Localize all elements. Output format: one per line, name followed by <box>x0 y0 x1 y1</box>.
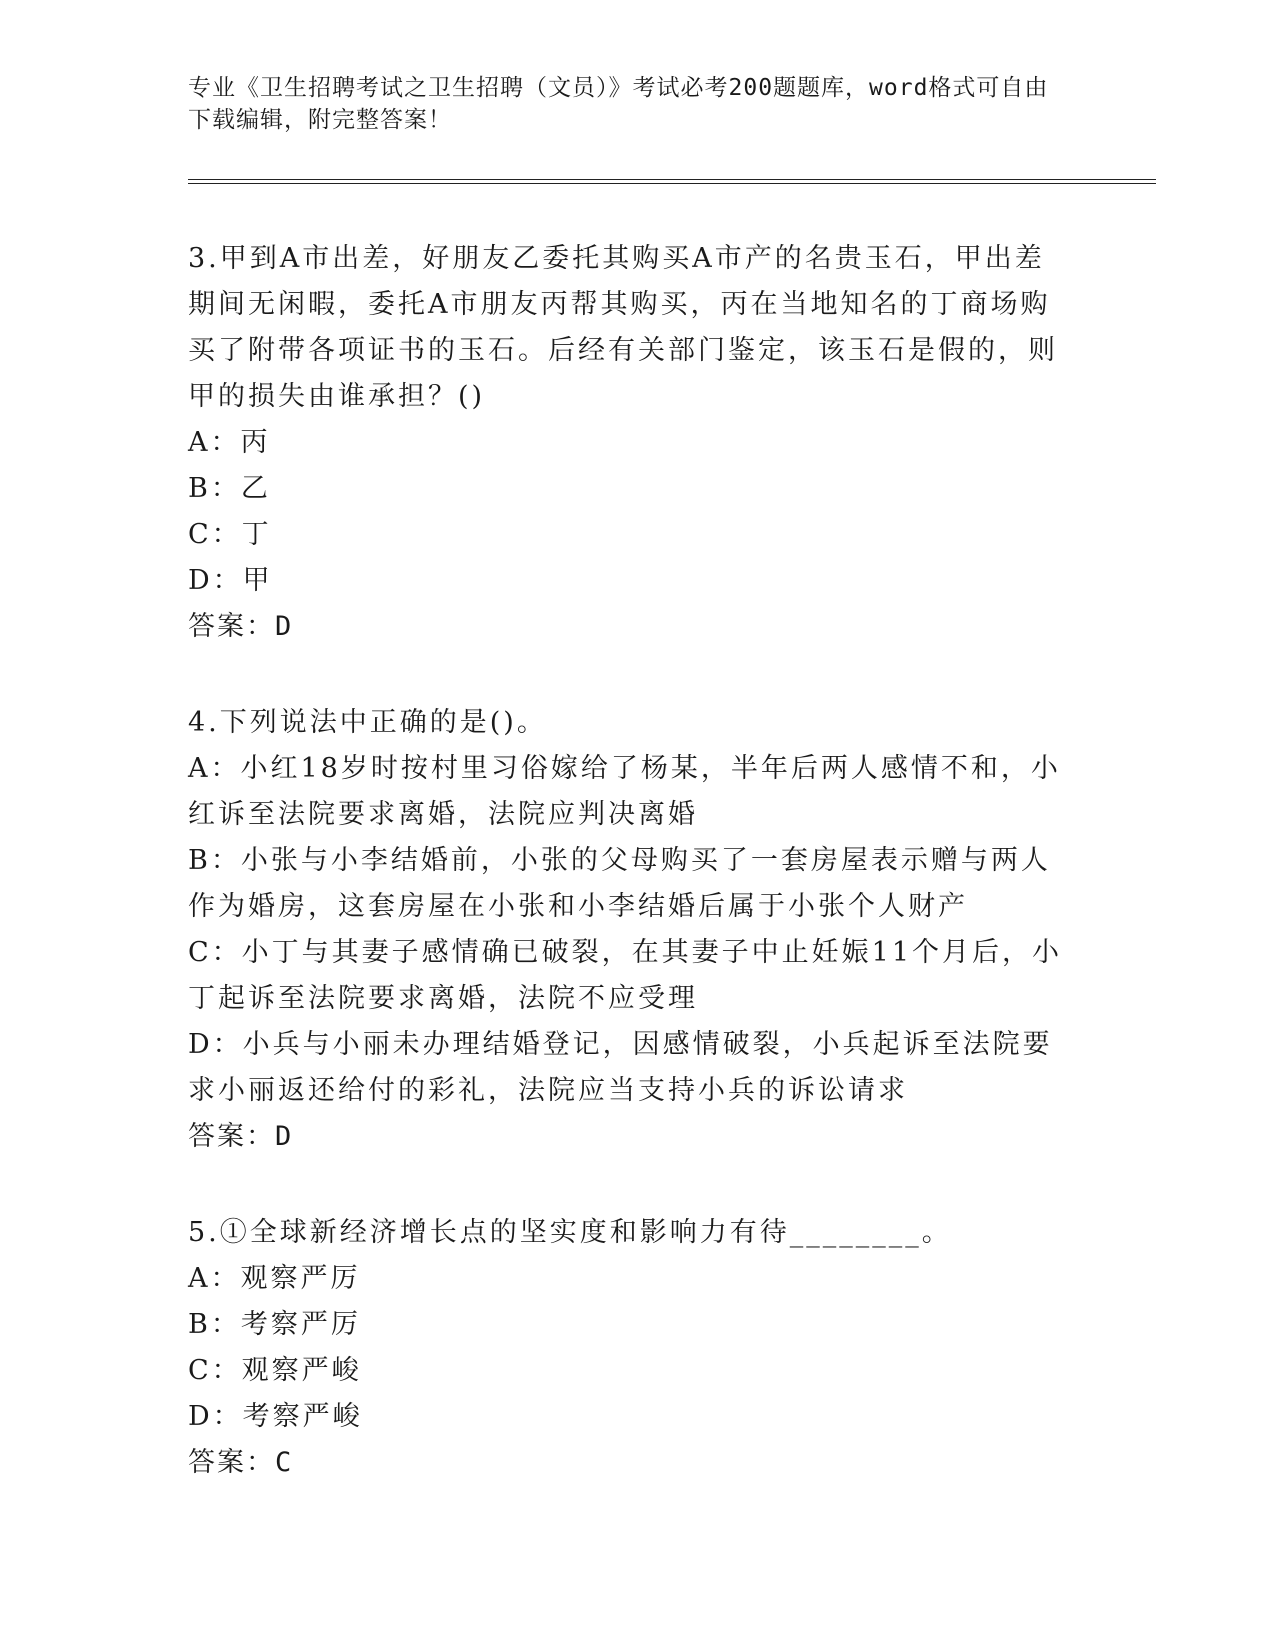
option-c: C：小丁与其妻子感情确已破裂，在其妻子中止妊娠11个月后，小丁起诉至法院要求离婚，法院不应受理 <box>188 937 1063 1014</box>
question-stem: 5.①全球新经济增长点的坚实度和影响力有待________。 <box>188 1217 952 1248</box>
option-a: A：小红18岁时按村里习俗嫁给了杨某，半年后两人感情不和，小红诉至法院要求离婚，法院应判决离婚 <box>188 753 1061 830</box>
answer-line <box>188 604 1068 650</box>
document-header: 专业《卫生招聘考试之卫生招聘（文员）》考试必考200题题库，word格式可自由下载编辑，附完整答案！ <box>188 75 1049 133</box>
answer-value: C <box>275 1447 294 1478</box>
option-d: D：小兵与小丽未办理结婚登记，因感情破裂，小兵起诉至法院要求小丽返还给付的彩礼，法院应当支持小兵的诉讼请求 <box>188 1029 1053 1106</box>
question-list <box>188 236 1068 1536</box>
option-b: B：考察严厉 <box>188 1309 361 1340</box>
option-a: A：丙 <box>188 427 271 458</box>
option-a: A：观察严厉 <box>188 1263 361 1294</box>
question-item <box>188 236 1068 650</box>
option-b: B：乙 <box>188 473 271 504</box>
option-b: B：小张与小李结婚前，小张的父母购买了一套房屋表示赠与两人作为婚房，这套房屋在小张和小李结婚后属于小张个人财产 <box>188 845 1051 922</box>
question-item <box>188 700 1068 1160</box>
answer-line <box>188 1440 1068 1486</box>
answer-value: D <box>275 1121 294 1152</box>
answer-label: 答案： <box>188 611 275 642</box>
option-c: C：观察严峻 <box>188 1355 362 1386</box>
answer-label: 答案： <box>188 1447 275 1478</box>
answer-line <box>188 1114 1068 1160</box>
option-c: C：丁 <box>188 519 272 550</box>
header-divider-bottom <box>188 183 1156 184</box>
header-divider-top <box>188 179 1156 180</box>
question-stem: 3.甲到A市出差，好朋友乙委托其购买A市产的名贵玉石，甲出差期间无闲暇，委托A市朋友丙帮其购买，丙在当地知名的丁商场购买了附带各项证书的玉石。后经有关部门鉴定，该玉石是假的，则甲的损失由谁承担？() <box>188 243 1058 412</box>
question-stem: 4.下列说法中正确的是()。 <box>188 707 547 738</box>
option-d: D：甲 <box>188 565 273 596</box>
answer-label: 答案： <box>188 1121 275 1152</box>
option-d: D：考察严峻 <box>188 1401 363 1432</box>
question-item <box>188 1210 1068 1486</box>
answer-value: D <box>275 611 294 642</box>
